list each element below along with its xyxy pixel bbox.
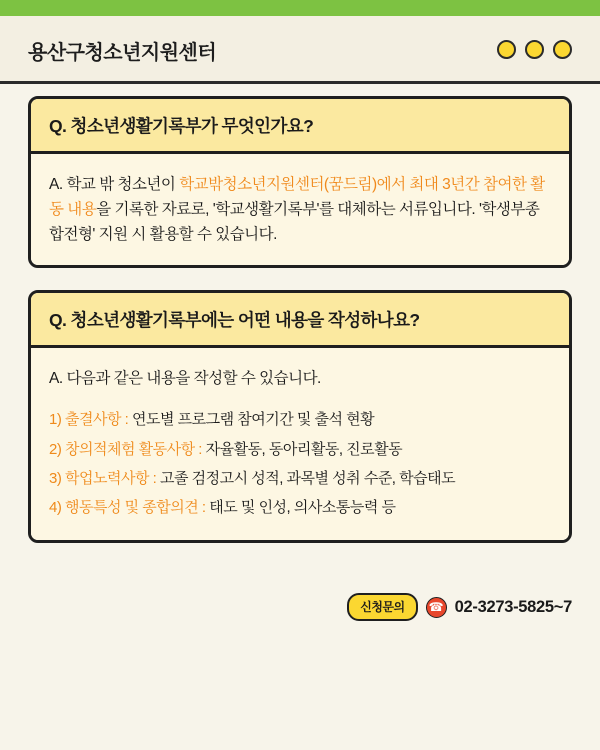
- answer-text-plain-1: A. 학교 밖 청소년이: [49, 176, 180, 193]
- list-item-text: 태도 및 인성, 의사소통능력 등: [209, 499, 396, 517]
- list-item: [49, 493, 551, 522]
- list-item-label: 4) 행동특성 및 종합의견 :: [49, 499, 210, 517]
- bottom-space: [0, 660, 600, 750]
- list-item: [49, 405, 551, 434]
- faq-list: [28, 96, 572, 565]
- faq-answer-2: [31, 348, 569, 540]
- answer-intro-2: A. 다음과 같은 내용을 작성할 수 있습니다.: [49, 370, 321, 388]
- top-accent-bar: [0, 0, 600, 16]
- answer-item-list: [49, 405, 551, 522]
- decorative-dots: [497, 40, 572, 59]
- list-item-text: 자율활동, 동아리활동, 진로활동: [205, 440, 403, 458]
- faq-card-2: [28, 290, 572, 543]
- dot-icon: [525, 40, 544, 59]
- faq-card-1: [28, 96, 572, 268]
- telephone-icon: ☎: [426, 597, 447, 618]
- list-item: [49, 435, 551, 464]
- answer-text-highlight-1: 학교밖청소년지원센터(꿈드림)에서 최대 3년간 참여한 활동 내용: [49, 176, 545, 219]
- list-item-text: 고졸 검정고시 성적, 과목별 성취 수준, 학습태도: [159, 469, 456, 487]
- dot-icon: [497, 40, 516, 59]
- page-title: 용산구청소년지원센터: [28, 42, 217, 64]
- faq-answer-1: [31, 154, 569, 265]
- list-item: [49, 464, 551, 493]
- faq-question-2: Q. 청소년생활기록부에는 어떤 내용을 작성하나요?: [31, 293, 569, 348]
- dot-icon: [553, 40, 572, 59]
- inquiry-badge: 신청문의: [347, 593, 417, 621]
- faq-question-1: Q. 청소년생활기록부가 무엇인가요?: [31, 99, 569, 154]
- phone-number[interactable]: 02-3273-5825~7: [454, 597, 572, 616]
- list-item-text: 연도별 프로그램 참여기간 및 출석 현황: [131, 411, 375, 429]
- list-item-label: 3) 학업노력사항 :: [49, 469, 160, 487]
- list-item-label: 1) 출결사항 :: [49, 411, 132, 429]
- list-item-label: 2) 창의적체험 활동사항 :: [49, 440, 206, 458]
- answer-text-plain-2: 을 기록한 자료로, '학교생활기록부'를 대체하는 서류입니다. '학생부종합전형' 지원 시 활용할 수 있습니다.: [49, 201, 540, 244]
- page-header: [0, 16, 600, 84]
- contact-footer: [347, 593, 572, 621]
